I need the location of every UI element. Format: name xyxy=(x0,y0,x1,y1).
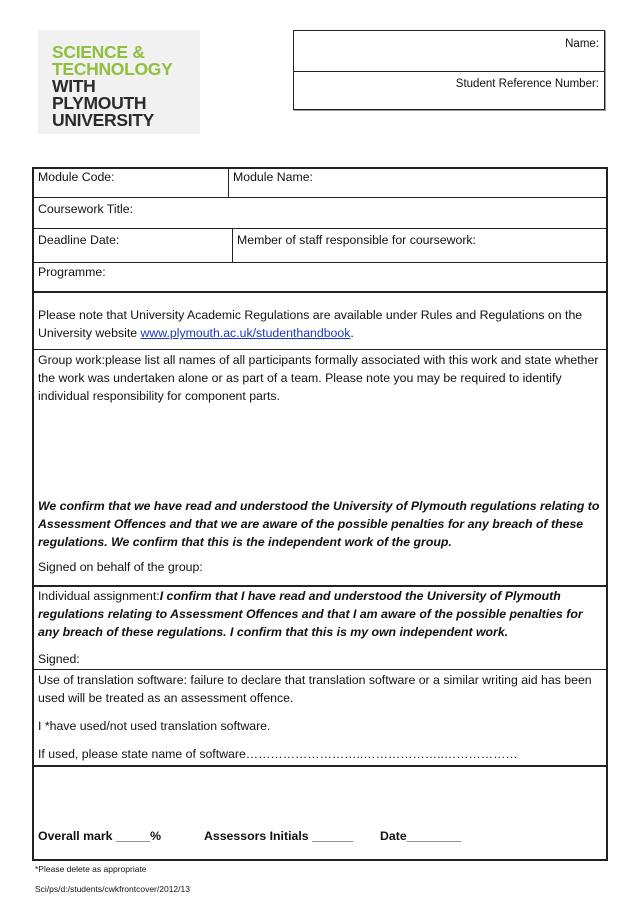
student-ref-label: Student Reference Number: xyxy=(455,78,599,90)
divider xyxy=(32,262,608,263)
cell-divider xyxy=(228,167,229,197)
regulations-end: . xyxy=(350,326,354,340)
module-code-field[interactable]: Module Code: xyxy=(38,170,115,184)
logo-line-2: TECHNOLOGY xyxy=(52,59,173,79)
individual-label: Individual assignment: xyxy=(38,589,160,603)
student-handbook-link[interactable]: www.plymouth.ac.uk/studenthandbook xyxy=(140,326,351,340)
cell-divider xyxy=(232,228,233,262)
individual-confirmation: I confirm that I have read and understood the University of Plymouth regulations relating to Assessment Offences and that I am aware of the possible penalties for any breach of these regulations. I confirm that this is my own independent work. xyxy=(38,589,583,639)
individual-signature-field[interactable]: Signed: xyxy=(38,652,80,666)
assessor-initials-field[interactable]: Assessors Initials ______ xyxy=(204,829,354,843)
deadline-date-field[interactable]: Deadline Date: xyxy=(38,233,120,247)
coursework-title-field[interactable]: Coursework Title: xyxy=(38,202,133,216)
translation-choice[interactable]: I *have used/not used translation software. xyxy=(38,719,271,733)
divider xyxy=(32,765,608,767)
date-field[interactable]: Date________ xyxy=(380,829,462,843)
divider xyxy=(32,349,608,350)
student-id-box xyxy=(293,30,605,110)
divider xyxy=(32,197,608,198)
divider xyxy=(32,291,608,293)
document-reference: Sci/ps/d:/students/cwkfrontcover/2012/13 xyxy=(35,884,190,894)
university-logo xyxy=(38,30,200,134)
programme-field[interactable]: Programme: xyxy=(38,265,106,279)
staff-member-field[interactable]: Member of staff responsible for coursework: xyxy=(237,233,476,247)
name-field[interactable] xyxy=(294,31,604,72)
logo-line-1: SCIENCE & xyxy=(52,42,145,62)
module-name-field[interactable]: Module Name: xyxy=(233,170,313,184)
group-confirmation: We confirm that we have read and understood the University of Plymouth regulations relating to Assessment Offences and that we are aware of the possible penalties for any breach of these regulations. We confirm that this is the independent work of the group. xyxy=(38,499,600,549)
logo-line-3: WITH xyxy=(52,76,96,96)
logo-line-4: PLYMOUTH xyxy=(52,93,147,113)
overall-mark-field[interactable]: Overall mark _____% xyxy=(38,829,162,843)
group-work-instructions: Group work:please list all names of all participants formally associated with this work and state whether the work was undertaken alone or as part of a team. Please note you may be required to identify individual responsibility for component parts. xyxy=(38,353,599,403)
divider xyxy=(32,669,608,670)
regulations-note xyxy=(38,306,603,342)
student-ref-field[interactable] xyxy=(294,71,604,111)
regulations-text: Please note that University Academic Regulations are available under Rules and Regulations on the University website xyxy=(38,308,583,340)
individual-assignment xyxy=(38,587,603,641)
translation-software-name-field[interactable]: If used, please state name of software………………………..………………..……………… xyxy=(38,747,518,761)
logo-line-5: UNIVERSITY xyxy=(52,110,155,130)
delete-note: *Please delete as appropriate xyxy=(35,864,147,874)
translation-warning: Use of translation software: failure to declare that translation software or a similar writing aid has been used will be treated as an assessment offence. xyxy=(38,673,592,705)
name-label: Name: xyxy=(565,38,599,50)
group-signature-field[interactable]: Signed on behalf of the group: xyxy=(38,560,203,574)
divider xyxy=(32,228,608,229)
